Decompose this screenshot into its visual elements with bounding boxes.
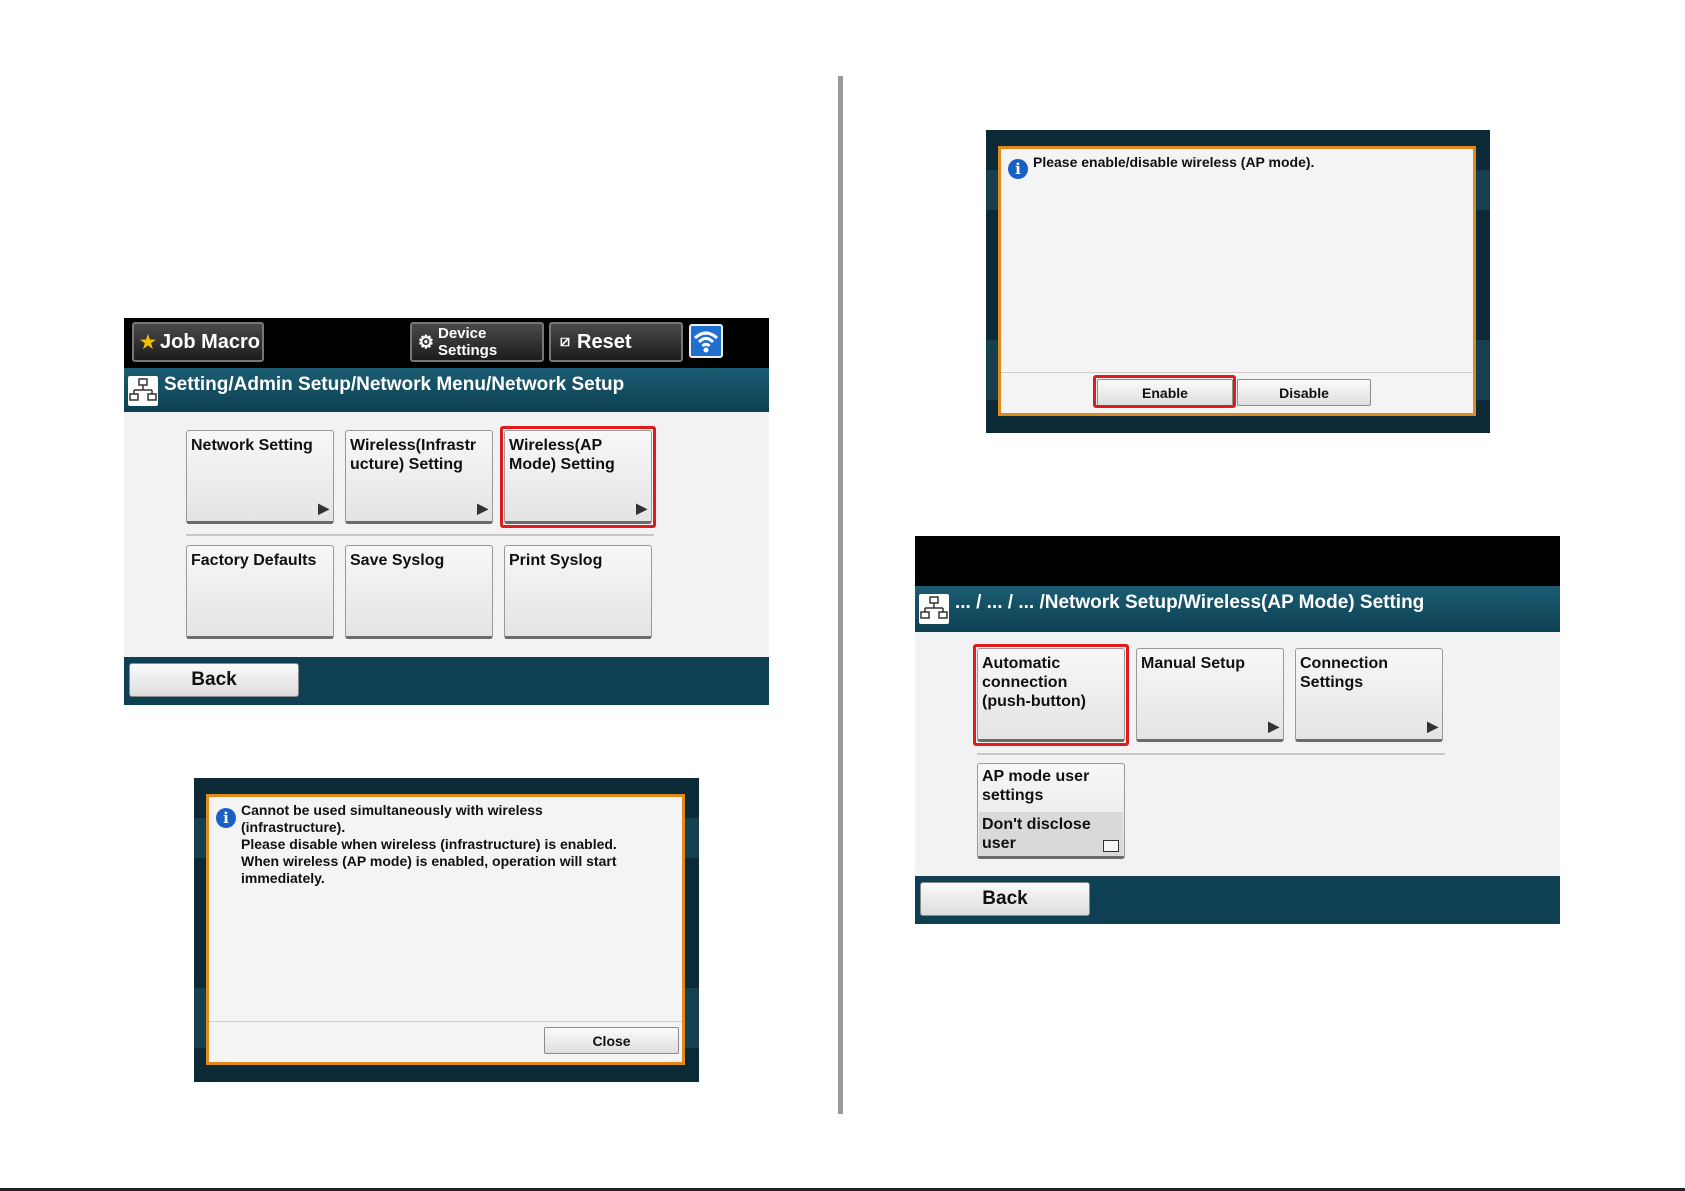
gear-icon: ⚙ <box>417 331 435 352</box>
tile-value-area <box>979 812 1123 856</box>
tile-label: Connection Settings <box>1300 655 1388 691</box>
tile-label: Manual Setup <box>1141 655 1246 672</box>
info-icon: i <box>216 808 236 828</box>
tile-print-syslog[interactable] <box>504 545 652 639</box>
device-settings-label-2: Settings <box>438 342 498 359</box>
page-divider <box>838 76 843 1114</box>
tile-connection-settings[interactable] <box>1295 648 1443 742</box>
arrow-right-icon: ▶ <box>1427 718 1438 734</box>
row-separator <box>186 534 654 536</box>
infrastructure-warning-screen <box>194 778 699 1082</box>
tile-factory-defaults[interactable] <box>186 545 334 639</box>
tile-wireless-infrastructure-setting[interactable] <box>345 430 493 524</box>
footer-bar <box>124 657 769 705</box>
arrow-right-icon: ▶ <box>477 500 488 516</box>
wifi-icon[interactable] <box>689 324 723 358</box>
selection-highlight <box>973 644 1129 746</box>
selection-highlight <box>500 426 656 528</box>
tile-label: Factory Defaults <box>191 552 317 569</box>
message-line: Cannot be used simultaneously with wireless <box>241 802 543 818</box>
disable-button[interactable]: Disable <box>1237 379 1371 406</box>
breadcrumb: Setting/Admin Setup/Network Menu/Network Setup <box>164 374 625 395</box>
reset-icon: ⧄ <box>559 333 571 350</box>
edit-icon <box>1103 840 1119 852</box>
breadcrumb: ... / ... / ... /Network Setup/Wireless(AP Mode) Setting <box>955 592 1425 613</box>
tile-label: Wireless(AP Mode) Setting <box>509 437 615 473</box>
top-toolbar <box>124 318 769 368</box>
tile-network-setting[interactable] <box>186 430 334 524</box>
reset-label: Reset <box>577 330 632 353</box>
tile-value: Don't disclose user <box>982 816 1091 852</box>
message-line: (infrastructure). <box>241 819 346 835</box>
star-icon: ★ <box>139 331 157 352</box>
device-settings-label-1: Device <box>438 325 487 342</box>
footer-bar <box>915 876 1560 924</box>
tile-label: Wireless(Infrastr ucture) Setting <box>350 437 477 473</box>
ap-mode-enable-screen <box>986 130 1490 433</box>
message-line: immediately. <box>241 870 325 886</box>
tile-label: AP mode user settings <box>982 768 1090 804</box>
dialog-message <box>241 802 681 887</box>
tile-label: Save Syslog <box>350 552 445 569</box>
enable-button[interactable]: Enable <box>1097 379 1233 406</box>
tile-manual-setup[interactable] <box>1136 648 1284 742</box>
tile-save-syslog[interactable] <box>345 545 493 639</box>
message-dialog <box>206 794 685 1065</box>
selection-highlight <box>1093 375 1236 408</box>
info-icon: i <box>1008 159 1028 179</box>
title-bar <box>915 586 1560 632</box>
top-toolbar <box>915 536 1560 586</box>
network-icon <box>128 376 158 406</box>
message-dialog <box>998 146 1476 416</box>
job-macro-button[interactable] <box>132 322 264 362</box>
dialog-message: Please enable/disable wireless (AP mode). <box>1033 154 1315 170</box>
close-button[interactable]: Close <box>544 1027 679 1054</box>
reset-button[interactable] <box>549 322 683 362</box>
message-line: Please disable when wireless (infrastructure) is enabled. <box>241 836 617 852</box>
arrow-right-icon: ▶ <box>1268 718 1279 734</box>
tile-label: Network Setting <box>191 437 313 454</box>
message-line: When wireless (AP mode) is enabled, operation will start <box>241 853 617 869</box>
row-separator <box>977 753 1445 755</box>
tile-ap-mode-user-settings[interactable] <box>977 763 1125 859</box>
dialog-footer <box>209 1021 682 1062</box>
device-settings-button[interactable] <box>410 322 544 362</box>
network-setup-screen <box>124 318 769 705</box>
arrow-right-icon: ▶ <box>318 500 329 516</box>
back-button[interactable]: Back <box>129 663 299 697</box>
job-macro-label: Job Macro <box>160 330 261 353</box>
title-bar <box>124 368 769 412</box>
arrow-right-icon: ▶ <box>636 500 647 516</box>
back-button[interactable]: Back <box>920 882 1090 916</box>
tile-label: Print Syslog <box>509 552 603 569</box>
dialog-footer <box>1001 372 1473 413</box>
ap-mode-setting-screen <box>915 536 1560 924</box>
tile-label: Automatic connection (push-button) <box>982 655 1086 710</box>
network-icon <box>919 594 949 624</box>
